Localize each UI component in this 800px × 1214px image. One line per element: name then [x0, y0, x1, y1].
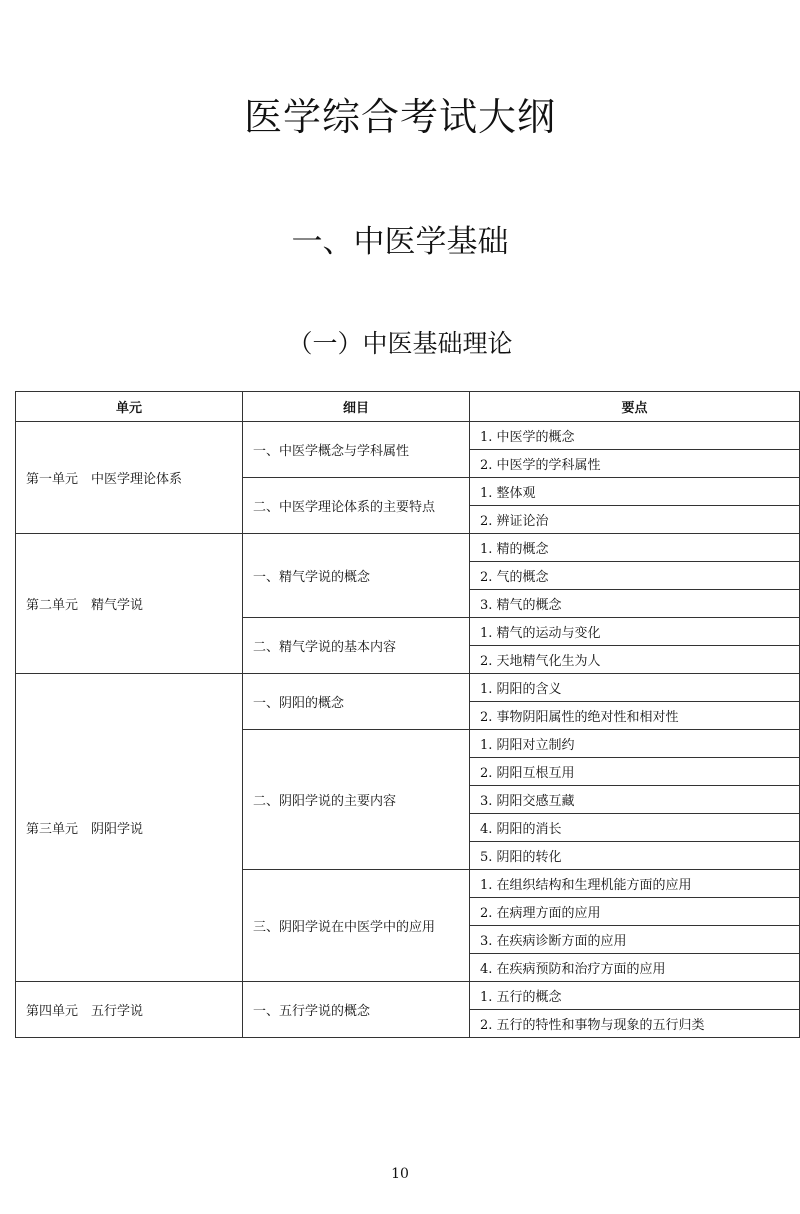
- item-cell: 二、中医学理论体系的主要特点: [243, 478, 470, 534]
- item-cell: 一、五行学说的概念: [243, 982, 470, 1038]
- unit-cell: 第二单元 精气学说: [16, 534, 243, 674]
- point-cell: 2. 阴阳互根互用: [470, 758, 800, 786]
- syllabus-table: [15, 391, 800, 1038]
- point-cell: 2. 气的概念: [470, 562, 800, 590]
- point-cell: 1. 在组织结构和生理机能方面的应用: [470, 870, 800, 898]
- subsection-title: （一）中医基础理论: [287, 329, 513, 358]
- unit-cell: 第一单元 中医学理论体系: [16, 422, 243, 534]
- table-row: [16, 982, 800, 1010]
- document-title: 医学综合考试大纲: [243, 95, 556, 139]
- point-cell: 1. 阴阳对立制约: [470, 730, 800, 758]
- header-unit: 单元: [16, 392, 243, 422]
- point-cell: 2. 在病理方面的应用: [470, 898, 800, 926]
- point-cell: 1. 整体观: [470, 478, 800, 506]
- table-row: [16, 674, 800, 702]
- point-cell: 1. 五行的概念: [470, 982, 800, 1010]
- point-cell: 1. 精的概念: [470, 534, 800, 562]
- point-cell: 2. 天地精气化生为人: [470, 646, 800, 674]
- point-cell: 1. 中医学的概念: [470, 422, 800, 450]
- header-point: 要点: [470, 392, 800, 422]
- point-cell: 5. 阴阳的转化: [470, 842, 800, 870]
- point-cell: 2. 事物阴阳属性的绝对性和相对性: [470, 702, 800, 730]
- point-cell: 3. 阴阳交感互藏: [470, 786, 800, 814]
- section-title: 一、中医学基础: [291, 224, 509, 260]
- table-header-row: [16, 392, 800, 422]
- table-row: [16, 422, 800, 450]
- table-body: [16, 422, 800, 1038]
- point-cell: 4. 阴阳的消长: [470, 814, 800, 842]
- point-cell: 4. 在疾病预防和治疗方面的应用: [470, 954, 800, 982]
- item-cell: 一、精气学说的概念: [243, 534, 470, 618]
- header-item: 细目: [243, 392, 470, 422]
- item-cell: 三、阴阳学说在中医学中的应用: [243, 870, 470, 982]
- point-cell: 2. 中医学的学科属性: [470, 450, 800, 478]
- point-cell: 3. 在疾病诊断方面的应用: [470, 926, 800, 954]
- point-cell: 1. 精气的运动与变化: [470, 618, 800, 646]
- point-cell: 3. 精气的概念: [470, 590, 800, 618]
- point-cell: 2. 五行的特性和事物与现象的五行归类: [470, 1010, 800, 1038]
- table-row: [16, 534, 800, 562]
- unit-cell: 第三单元 阴阳学说: [16, 674, 243, 982]
- unit-cell: 第四单元 五行学说: [16, 982, 243, 1038]
- point-cell: 1. 阴阳的含义: [470, 674, 800, 702]
- item-cell: 二、精气学说的基本内容: [243, 618, 470, 674]
- item-cell: 一、阴阳的概念: [243, 674, 470, 730]
- item-cell: 一、中医学概念与学科属性: [243, 422, 470, 478]
- page-number: 10: [391, 1166, 409, 1182]
- item-cell: 二、阴阳学说的主要内容: [243, 730, 470, 870]
- point-cell: 2. 辨证论治: [470, 506, 800, 534]
